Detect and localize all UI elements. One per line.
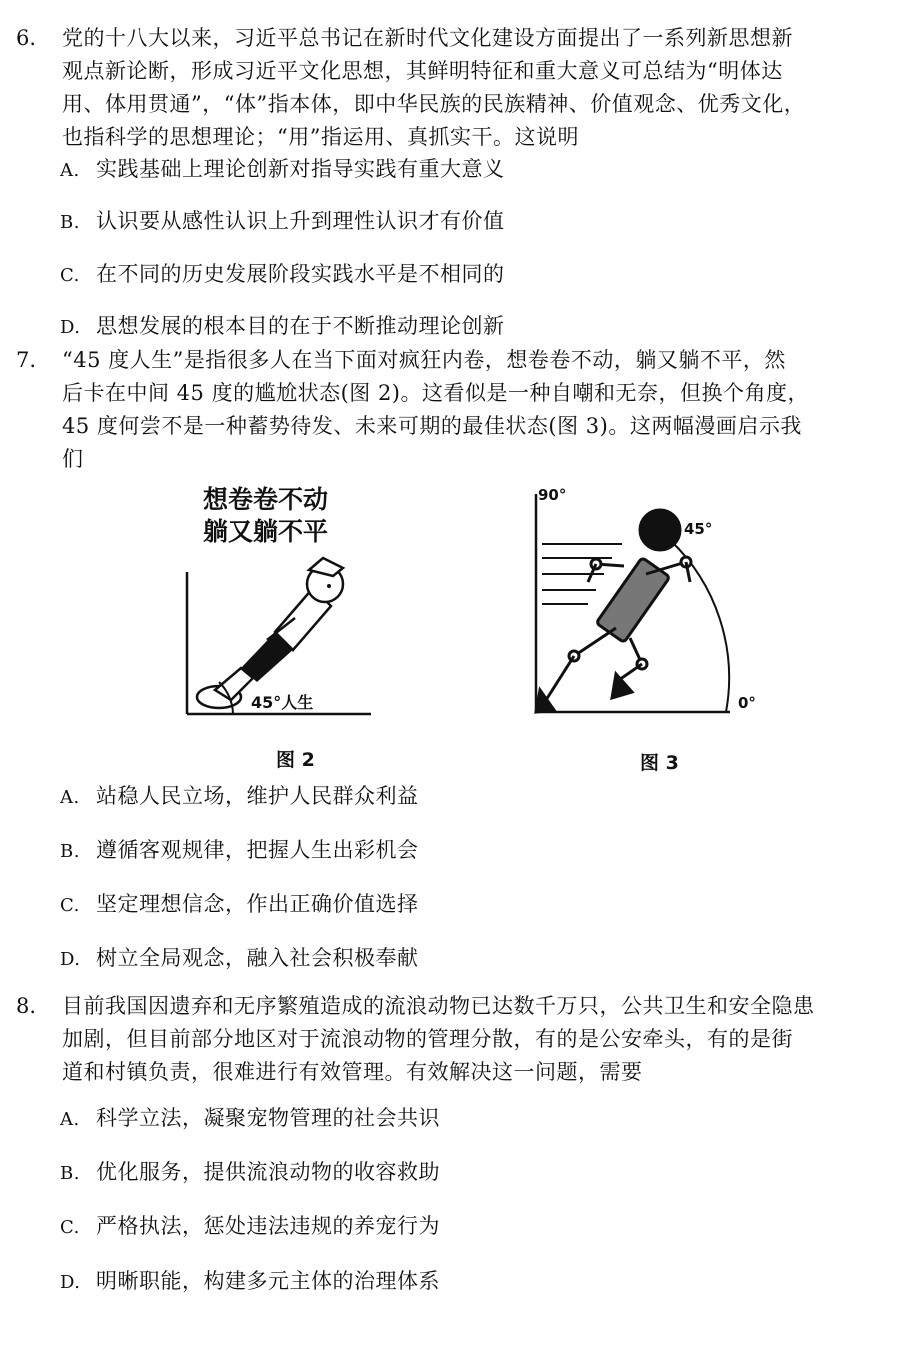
angle-arc — [670, 540, 729, 712]
stem-line: 道和村镇负责，很难进行有效管理。有效解决这一问题，需要 — [62, 1060, 643, 1084]
option-a[interactable] — [60, 781, 419, 813]
option-a[interactable] — [60, 1103, 440, 1135]
option-d[interactable] — [60, 311, 505, 343]
question-stem — [16, 990, 886, 1089]
option-text: 明晰职能，构建多元主体的治理体系 — [96, 1269, 440, 1293]
option-text: 严格执法，惩处违法违规的养宠行为 — [96, 1214, 440, 1238]
option-c[interactable] — [60, 889, 419, 921]
speed-lines — [542, 544, 622, 604]
stem-line: 45 度何尝不是一种蓄势待发、未来可期的最佳状态(图 3)。这两幅漫画启示我 — [62, 414, 802, 438]
question-6 — [16, 22, 886, 154]
option-key: A. — [60, 787, 80, 808]
option-b[interactable] — [60, 1157, 440, 1189]
option-text: 认识要从感性认识上升到理性认识才有价值 — [96, 209, 505, 233]
option-text: 在不同的历史发展阶段实践水平是不相同的 — [96, 262, 505, 286]
option-key: C. — [60, 895, 80, 916]
question-number: 6. — [16, 26, 37, 50]
question-stem — [16, 22, 886, 154]
stem-line: 党的十八大以来，习近平总书记在新时代文化建设方面提出了一系列新思想新 — [62, 26, 793, 50]
option-text: 遵循客观规律，把握人生出彩机会 — [96, 838, 419, 862]
option-b[interactable] — [60, 835, 419, 867]
option-key: D. — [60, 949, 81, 970]
figure-3-angle-label: 45° — [684, 520, 713, 538]
question-number: 8. — [16, 994, 37, 1018]
figure-3-caption: 图 3 — [640, 752, 679, 774]
stem-line: 加剧，但目前部分地区对于流浪动物的管理分散，有的是公安牵头，有的是街 — [62, 1027, 793, 1051]
option-text: 站稳人民立场，维护人民群众利益 — [96, 784, 419, 808]
question-stem — [16, 344, 886, 476]
option-key: D. — [60, 1272, 81, 1293]
stem-line: 用、体用贯通”，“体”指本体，即中华民族的民族精神、价值观念、优秀文化， — [62, 92, 806, 116]
option-text: 实践基础上理论创新对指导实践有重大意义 — [96, 157, 505, 181]
figure-2-title-line2: 躺又躺不平 — [203, 517, 329, 546]
stem-line: 目前我国因遗弃和无序繁殖造成的流浪动物已达数千万只，公共卫生和安全隐患 — [62, 994, 815, 1018]
figure-2-caption: 图 2 — [276, 749, 315, 771]
question-7 — [16, 344, 886, 476]
stem-line: “45 度人生”是指很多人在当下面对疯狂内卷，想卷卷不动，躺又躺不平，然 — [62, 348, 786, 372]
option-text: 优化服务，提供流浪动物的收容救助 — [96, 1160, 440, 1184]
option-text: 坚定理想信念，作出正确价值选择 — [96, 892, 419, 916]
question-8 — [16, 990, 886, 1089]
figure-3-top-label: 90° — [538, 486, 567, 504]
option-c[interactable] — [60, 259, 505, 291]
leaning-person-illustration — [197, 558, 343, 708]
option-key: C. — [60, 265, 80, 286]
option-key: A. — [60, 1109, 80, 1130]
option-key: D. — [60, 317, 81, 338]
option-text: 树立全局观念，融入社会积极奉献 — [96, 946, 419, 970]
option-c[interactable] — [60, 1211, 440, 1243]
option-text: 科学立法，凝聚宠物管理的社会共识 — [96, 1106, 440, 1130]
figure-2-title-line1: 想卷卷不动 — [203, 485, 329, 514]
option-key: B. — [60, 1163, 80, 1184]
figure-2-cartoon — [175, 478, 385, 723]
option-key: C. — [60, 1217, 80, 1238]
option-b[interactable] — [60, 206, 505, 238]
stem-line: 后卡在中间 45 度的尴尬状态(图 2)。这看似是一种自嘲和无奈，但换个角度， — [62, 381, 809, 405]
option-key: B. — [60, 212, 80, 233]
running-person-illustration — [536, 510, 691, 712]
stem-line: 也指科学的思想理论；“用”指运用、真抓实干。这说明 — [62, 125, 579, 149]
option-text: 思想发展的根本目的在于不断推动理论创新 — [96, 314, 505, 338]
question-number: 7. — [16, 348, 37, 372]
figure-3-cartoon — [520, 478, 770, 723]
option-a[interactable] — [60, 154, 505, 186]
stem-line: 们 — [62, 447, 84, 471]
figure-2-angle-label: 45°人生 — [251, 693, 314, 712]
option-d[interactable] — [60, 943, 419, 975]
option-key: A. — [60, 160, 80, 181]
option-key: B. — [60, 841, 80, 862]
stem-line: 观点新论断，形成习近平文化思想，其鲜明特征和重大意义可总结为“明体达 — [62, 59, 783, 83]
option-d[interactable] — [60, 1266, 440, 1298]
figure-3-right-label: 0° — [738, 694, 756, 712]
